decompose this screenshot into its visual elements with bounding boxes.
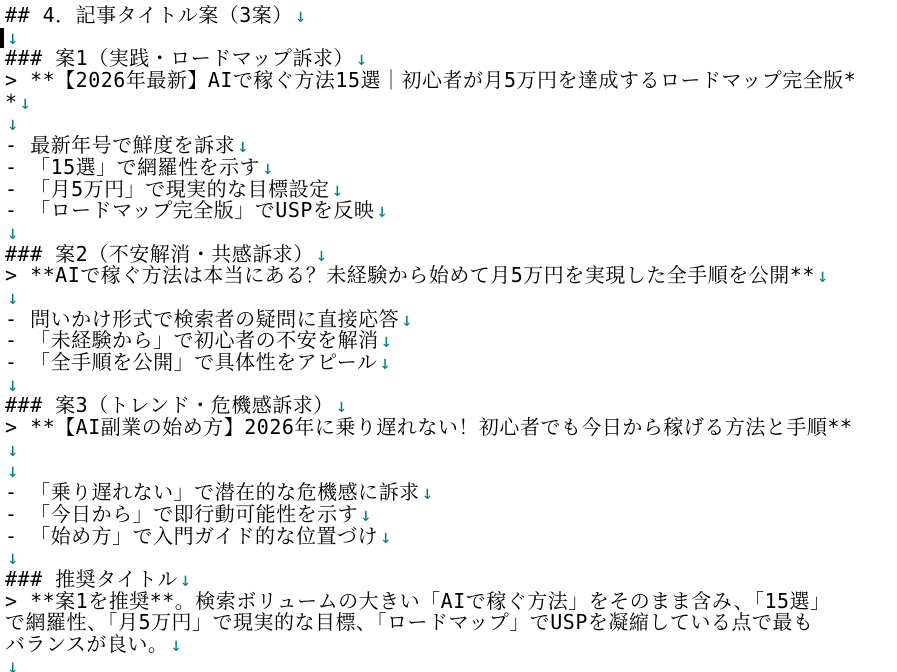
- editor-line[interactable]: [5, 265, 897, 287]
- newline-mark-icon: ↓: [376, 200, 388, 223]
- editor-line-text: - 問いかけ形式で検索者の疑問に直接応答: [5, 306, 400, 331]
- newline-mark-icon: ↓: [7, 286, 19, 309]
- editor-line-text: ### 案3（トレンド・危機感訴求）: [5, 393, 334, 418]
- editor-line-text: > **【AI副業の始め方】2026年に乗り遅れない！初心者でも今日から稼げる方法と手順**: [5, 415, 853, 440]
- newline-mark-icon: ↓: [7, 655, 19, 672]
- newline-mark-icon: ↓: [237, 135, 249, 158]
- editor-line[interactable]: [5, 154, 897, 179]
- newline-mark-icon: ↓: [315, 243, 328, 266]
- editor-lines: [5, 5, 897, 672]
- editor-line-text: ### 推奨タイトル: [5, 566, 178, 591]
- editor-line[interactable]: [5, 547, 897, 569]
- newline-mark-icon: ↓: [294, 5, 307, 27]
- newline-mark-icon: ↓: [19, 91, 31, 114]
- editor-line[interactable]: [5, 27, 897, 49]
- editor-line[interactable]: [5, 5, 897, 27]
- newline-mark-icon: ↓: [421, 482, 434, 505]
- editor-line[interactable]: [5, 330, 897, 352]
- newline-mark-icon: ↓: [7, 373, 19, 396]
- editor-line-text: - 「始め方」で入門ガイド的な位置づけ: [5, 523, 378, 548]
- editor-line-text: > **AIで稼ぐ方法は本当にある？未経験から始めて月5万円を実現した全手順を公開**: [5, 263, 815, 288]
- editor-line[interactable]: [5, 631, 897, 656]
- editor-line-text: *: [5, 89, 18, 114]
- editor-line[interactable]: [5, 417, 897, 439]
- editor-line-text: - 「全手順を公開」で具体性をアピール: [5, 350, 378, 374]
- editor-line-text: - 最新年号で鮮度を訴求: [5, 133, 236, 158]
- editor-line[interactable]: [5, 200, 897, 222]
- editor-line[interactable]: [5, 395, 897, 417]
- editor-line[interactable]: [5, 70, 897, 92]
- editor-line-text: > **案1を推奨**。検索ボリュームの大きい「AIで稼ぐ方法」をそのまま含み、「15選」: [5, 588, 831, 613]
- editor-line[interactable]: [5, 523, 897, 548]
- editor-line-text: ### 案1（実践・ロードマップ訴求）: [5, 46, 354, 71]
- newline-mark-icon: ↓: [7, 113, 19, 136]
- editor-line[interactable]: [5, 482, 897, 504]
- editor-line[interactable]: [5, 656, 897, 672]
- newline-mark-icon: ↓: [7, 26, 19, 49]
- newline-mark-icon: ↓: [335, 395, 348, 418]
- editor-line-text: - 「乗り遅れない」で潜在的な危機感に訴求: [5, 480, 420, 505]
- editor-line[interactable]: [5, 352, 897, 374]
- editor-line[interactable]: [5, 374, 897, 396]
- editor-line-text: で網羅性、「月5万円」で現実的な目標、「ロードマップ」でUSPを凝縮している点で最も: [5, 610, 814, 635]
- editor-line-text: - 「今日から」で即行動可能性を示す: [5, 501, 359, 526]
- newline-mark-icon: ↓: [360, 503, 372, 526]
- editor-line[interactable]: [5, 222, 897, 244]
- text-cursor: [0, 28, 4, 48]
- editor-line-text: - 「ロードマップ完全版」でUSPを反映: [5, 198, 375, 223]
- editor-line-text: > **【2026年最新】AIで稼ぐ方法15選｜初心者が月5万円を達成するロードマップ完全版*: [5, 68, 857, 93]
- newline-mark-icon: ↓: [331, 178, 344, 201]
- editor-line[interactable]: [5, 501, 897, 526]
- editor-line-text: ### 案2（不安解消・共感訴求）: [5, 241, 314, 266]
- newline-mark-icon: ↓: [179, 568, 192, 591]
- newline-mark-icon: ↓: [7, 460, 19, 483]
- editor-line[interactable]: [5, 287, 897, 309]
- editor-line-text: ## 4．記事タイトル案（3案）: [5, 3, 293, 27]
- newline-mark-icon: ↓: [7, 547, 19, 570]
- editor-line[interactable]: [5, 588, 897, 613]
- newline-mark-icon: ↓: [380, 330, 393, 353]
- newline-mark-icon: ↓: [7, 221, 19, 244]
- editor-line[interactable]: [5, 176, 897, 201]
- newline-mark-icon: ↓: [379, 525, 392, 548]
- editor-line-text: - 「未経験から」で初心者の不安を解消: [5, 328, 379, 353]
- editor-line-text: - 「月5万円」で現実的な目標設定: [5, 176, 330, 201]
- editor-line-text: - 「15選」で網羅性を示す: [5, 154, 261, 179]
- editor-line[interactable]: [5, 439, 897, 461]
- editor-line[interactable]: [5, 566, 897, 591]
- editor-line[interactable]: [5, 306, 897, 331]
- newline-mark-icon: ↓: [816, 265, 829, 288]
- editor-line-text: バランスが良い。: [5, 631, 169, 656]
- newline-mark-icon: ↓: [355, 48, 368, 71]
- editor-line[interactable]: [5, 113, 897, 135]
- editor-line[interactable]: [5, 612, 897, 634]
- editor-line[interactable]: [5, 89, 897, 114]
- editor-line[interactable]: [5, 241, 897, 266]
- newline-mark-icon: ↓: [170, 633, 182, 656]
- newline-mark-icon: ↓: [401, 308, 413, 331]
- newline-mark-icon: ↓: [262, 156, 274, 179]
- newline-mark-icon: ↓: [379, 352, 391, 374]
- editor-line[interactable]: [5, 48, 897, 70]
- editor-line[interactable]: [5, 460, 897, 482]
- editor-line[interactable]: [5, 135, 897, 157]
- newline-mark-icon: ↓: [7, 438, 19, 461]
